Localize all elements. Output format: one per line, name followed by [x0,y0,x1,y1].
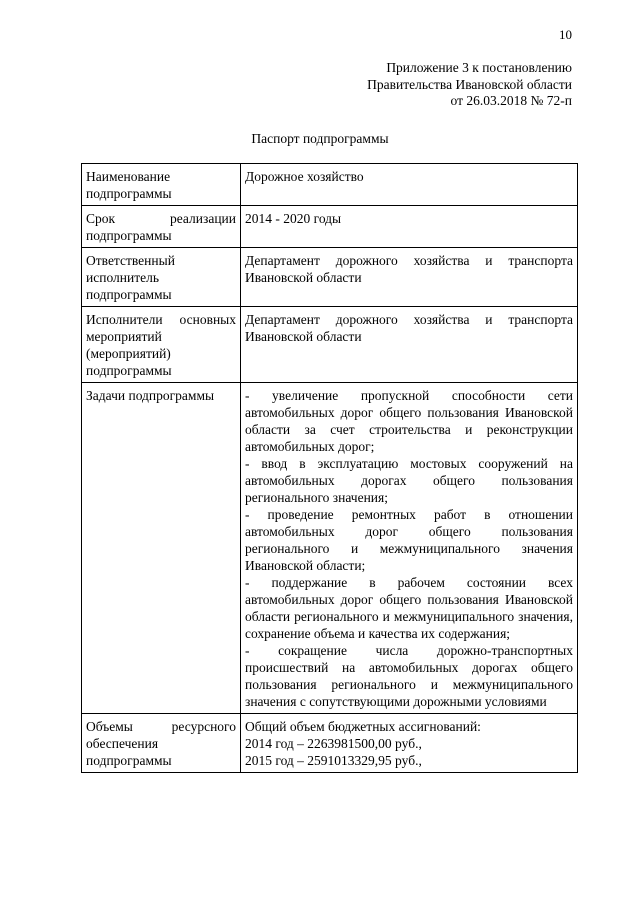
table-row-executors [82,307,578,383]
funding-line: 2015 год – 2591013329,95 руб., [245,753,422,768]
funding-line: Общий объем бюджетных ассигнований: [245,719,481,734]
appendix-line-3: от 26.03.2018 № 72-п [450,93,572,108]
table-row-tasks [82,383,578,714]
row-label: Наименование подпрограммы [82,164,241,206]
table-row-funding [82,714,578,773]
row-value: 2014 - 2020 годы [241,206,578,248]
row-label: Задачи подпрограммы [82,383,241,714]
table-row-term [82,206,578,248]
row-value: Дорожное хозяйство [241,164,578,206]
row-label: Ответственный исполнитель подпрограммы [82,248,241,307]
row-label: Исполнители основных мероприятий (мероприятий) подпрограммы [82,307,241,383]
table-row-responsible [82,248,578,307]
task-item: - ввод в эксплуатацию мостовых сооружений на автомобильных дорогах общего пользования регионального значения; [245,456,573,505]
row-label: Срок реализации подпрограммы [82,206,241,248]
task-item: - сокращение числа дорожно-транспортных происшествий на автомобильных дорогах общего пользования регионального и межмуниципального значения с сопутствующими дорожными условиями [245,643,573,709]
row-label: Объемы ресурсного обеспечения подпрограммы [82,714,241,773]
row-value: Департамент дорожного хозяйства и транспорта Ивановской области [241,248,578,307]
task-item: - поддержание в рабочем состоянии всех автомобильных дорог общего пользования Ивановской области регионального и межмуниципального значения, сохранение объема и качества их содержания; [245,575,573,641]
task-item: - проведение ремонтных работ в отношении автомобильных дорог общего пользования регионального и межмуниципального значения Ивановской области; [245,507,573,573]
document-title: Паспорт подпрограммы [251,131,389,146]
funding-list [241,714,578,773]
tasks-list [241,383,578,714]
table-row-name [82,164,578,206]
task-item: - увеличение пропускной способности сети автомобильных дорог общего пользования Ивановской области за счет строительства и реконструкции автомобильных дорог; [245,388,573,454]
funding-line: 2014 год – 2263981500,00 руб., [245,736,422,751]
appendix-line-2: Правительства Ивановской области [367,76,572,92]
passport-table [81,163,578,773]
row-value: Департамент дорожного хозяйства и транспорта Ивановской области [241,307,578,383]
appendix-header [367,60,572,110]
appendix-line-1: Приложение 3 к постановлению [386,60,572,75]
page-number: 10 [559,27,572,42]
